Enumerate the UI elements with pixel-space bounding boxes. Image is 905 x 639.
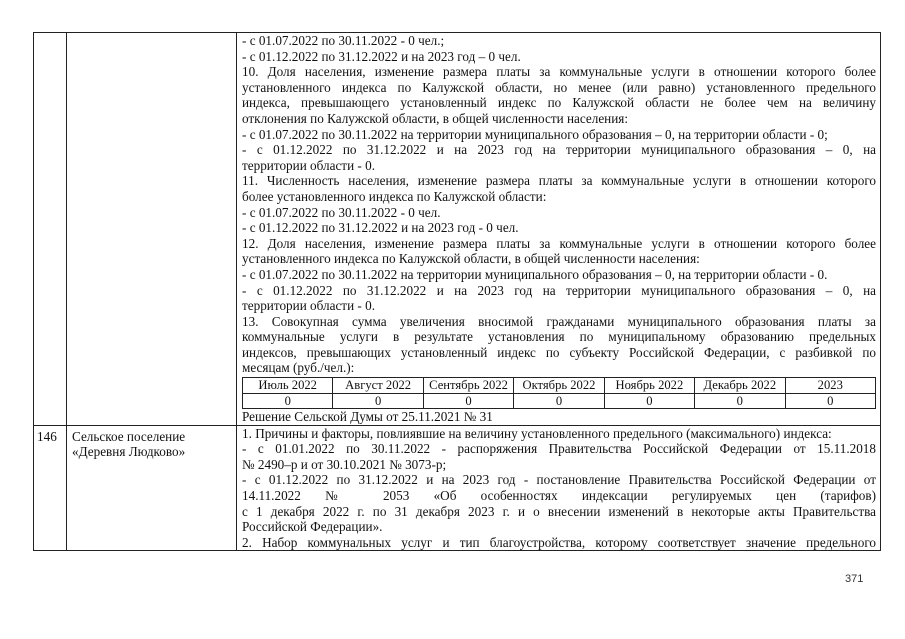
municipal-indices-table [33, 32, 881, 551]
text-line: отклонения по Калужской области, в общей численности населения: [242, 110, 629, 126]
text-line: 11. Численность населения, изменение размера платы за коммунальные услуги в отношении которого [242, 173, 876, 189]
table-body [34, 33, 881, 551]
description-cell [237, 33, 881, 426]
text-line: 14.11.2022 № 2053 «Об особенностях индексации регулируемых цен (тарифов) [242, 488, 876, 504]
text-line: - с 01.12.2022 по 31.12.2022 и на 2023 год на территории муниципального образования – 0, на [242, 282, 876, 298]
text-line: - с 01.12.2022 по 31.12.2022 и на 2023 год - постановление Правительства Российской Федерации от [242, 472, 876, 488]
text-line: 1. Причины и факторы, повлиявшие на величину установленного предельного (максимального) индекса: [242, 425, 832, 441]
municipality-name-cell [67, 425, 237, 551]
text-line: территории области - 0. [242, 298, 376, 314]
month-value-cell: 0 [423, 393, 513, 409]
month-header-row [243, 378, 876, 394]
text-line: Российской Федерации». [242, 519, 383, 535]
text-line: - с 01.07.2022 по 30.11.2022 на территории муниципального образования – 0, на территории области - 0. [242, 266, 828, 282]
municipality-name-line: Сельское поселение [72, 428, 186, 444]
table-row [34, 33, 881, 426]
month-header-cell: Декабрь 2022 [695, 378, 785, 394]
text-line: - с 01.12.2022 по 31.12.2022 и на 2023 год на территории муниципального образования – 0, на [242, 142, 876, 158]
month-header-cell: Август 2022 [333, 378, 423, 394]
monthly-increase-table [242, 377, 876, 409]
month-header-cell: Июль 2022 [243, 378, 333, 394]
month-header-cell: Ноябрь 2022 [604, 378, 694, 394]
page-number: 371 [845, 573, 864, 585]
municipality-name-cell [67, 33, 237, 426]
text-line: установленного индекса по Калужской области, в общей численности населения: [242, 251, 700, 267]
month-header-cell: Октябрь 2022 [514, 378, 604, 394]
month-header-cell: Сентябрь 2022 [423, 378, 513, 394]
text-line: установленного индекса по Калужской области, но менее (или равно) установленного предельного [242, 79, 876, 95]
text-line: - с 01.07.2022 по 30.11.2022 - 0 чел. [242, 204, 441, 220]
month-value-row [243, 393, 876, 409]
text-line: - с 01.01.2022 по 30.11.2022 - распоряжения Правительства Российской Федерации от 15.11.2018 [242, 441, 876, 457]
text-line: более установленного индекса по Калужской области: [242, 188, 547, 204]
description-cell [237, 425, 881, 551]
text-line: 10. Доля населения, изменение размера платы за коммунальные услуги в отношении которого более [242, 64, 876, 80]
text-line: - с 01.12.2022 по 31.12.2022 и на 2023 год - 0 чел. [242, 220, 519, 236]
text-line: - с 01.12.2022 по 31.12.2022 и на 2023 год – 0 чел. [242, 48, 521, 64]
text-line: Решение Сельской Думы от 25.11.2021 № 31 [242, 409, 493, 425]
row-number-cell [34, 33, 67, 426]
text-line: коммунальные услуги в результате установления по муниципальному образованию предельных [242, 329, 876, 345]
table-row [34, 425, 881, 551]
text-line: индексов, превышающих установленный индекс по субъекту Российской Федерации, с разбивкой по [242, 344, 876, 360]
text-line: 13. Совокупная сумма увеличения вносимой гражданами муниципального образования платы за [242, 313, 876, 329]
month-value-cell: 0 [785, 393, 875, 409]
text-line: индекса, превышающего установленный индекс по Калужской области не более чем на величину [242, 95, 876, 111]
text-line: № 2490–р и от 30.10.2021 № 3073-р; [242, 456, 447, 472]
row-number: 146 [37, 428, 57, 444]
text-line: - с 01.07.2022 по 30.11.2022 - 0 чел.; [242, 33, 445, 48]
text-line: с 1 декабря 2022 г. по 31 декабря 2023 г. и о внесении изменений в некоторые акты Правительства [242, 503, 876, 519]
month-value-cell: 0 [333, 393, 423, 409]
month-header-cell: 2023 [785, 378, 875, 394]
municipality-name-line: «Деревня Людково» [72, 444, 186, 460]
text-line: 12. Доля населения, изменение размера платы за коммунальные услуги в отношении которого более [242, 235, 876, 251]
month-value-cell: 0 [604, 393, 694, 409]
text-line: - с 01.07.2022 по 30.11.2022 на территории муниципального образования – 0, на территории области - 0; [242, 126, 828, 142]
text-line: территории области - 0. [242, 157, 376, 173]
text-line: месяцам (руб./чел.): [242, 360, 355, 376]
month-value-cell: 0 [695, 393, 785, 409]
month-value-cell: 0 [243, 393, 333, 409]
text-line: 2. Набор коммунальных услуг и тип благоустройства, которому соответствует значение предельного [242, 534, 876, 550]
row-number-cell [34, 425, 67, 551]
month-value-cell: 0 [514, 393, 604, 409]
